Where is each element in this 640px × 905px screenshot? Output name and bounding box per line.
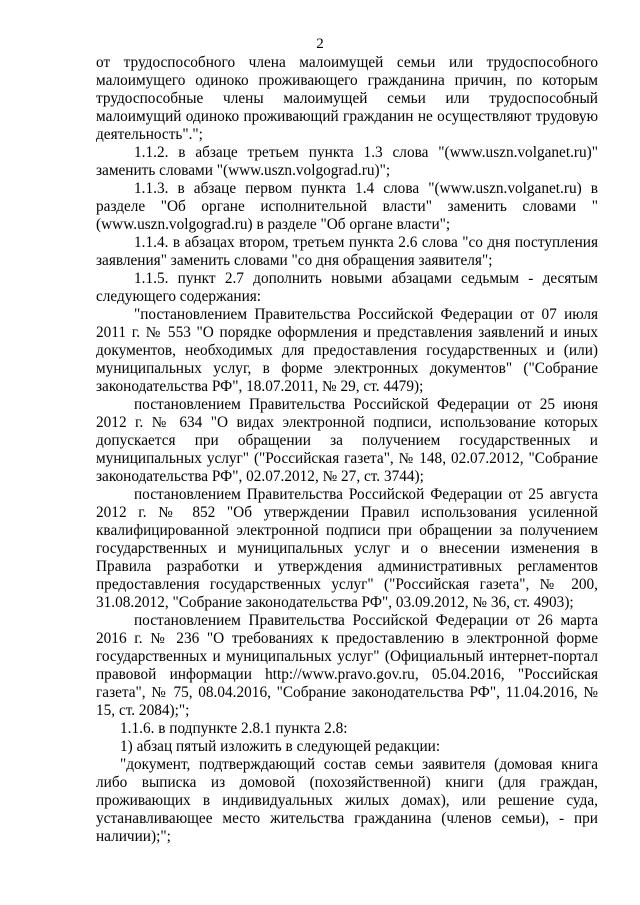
paragraph-decree-634: постановлением Правительства Российской Федерации от 25 июня 2012 г. № 634 "О видах электронной подписи, использование которых допускается при обращении за получением государственных и муниципальных услуг" ("Российская газета", № 148, 02.07.2012, "Собрание законодательства РФ", 02.07.2012, № 27, ст. 3744);	[96, 396, 598, 485]
paragraph-1-1-4: 1.1.4. в абзацах втором, третьем пункта 2.6 слова "со дня поступления заявления" заменить словами "со дня обращения заявителя";	[96, 234, 598, 269]
paragraph-1-1-5: 1.1.5. пункт 2.7 дополнить новыми абзацами седьмым - десятым следующего содержания:	[96, 270, 598, 305]
paragraph-quoted-document: "документ, подтверждающий состав семьи заявителя (домовая книга либо выписка из домовой (похозяйственной) книги (для граждан, проживающих в индивидуальных жилых домах), или решение суда, устанавливающее место жительства гражданина (членов семьи), - при наличии);";	[96, 756, 598, 845]
paragraph-1-1-2: 1.1.2. в абзаце третьем пункта 1.3 слова "(www.uszn.volganet.ru)" заменить словами "(www.uszn.volgograd.ru)";	[96, 144, 598, 179]
paragraph-decree-236: постановлением Правительства Российской Федерации от 26 марта 2016 г. № 236 "О требованиях к предоставлению в электронной форме государственных и муниципальных услуг" (Официальный интернет-портал правовой информации http://www.pravo.gov.ru, 05.04.2016, "Российская газета", № 75, 08.04.2016, "Собрание законодательства РФ", 11.04.2016, № 15, ст. 2084);";	[96, 612, 598, 719]
paragraph-item-1: 1) абзац пятый изложить в следующей редакции:	[120, 738, 441, 755]
paragraph-1-1-6: 1.1.6. в подпункте 2.8.1 пункта 2.8:	[120, 720, 348, 737]
document-body	[96, 54, 598, 846]
paragraph-decree-852: постановлением Правительства Российской Федерации от 25 августа 2012 г. № 852 "Об утверждении Правил использования усиленной квалифицированной электронной подписи при обращении за получением государственных и муниципальных услуг и о внесении изменения в Правила разработки и утверждения административных регламентов предоставления государственных услуг" ("Российская газета", № 200, 31.08.2012, "Собрание законодательства РФ", 03.09.2012, № 36, ст. 4903);	[96, 486, 598, 611]
paragraph-1-1-3: 1.1.3. в абзаце первом пункта 1.4 слова "(www.uszn.volganet.ru) в разделе "Об органе исполнительной власти" заменить словами "(www.uszn.volgograd.ru) в разделе "Об органе власти";	[96, 180, 598, 233]
paragraph-continuation: от трудоспособного члена малоимущей семьи или трудоспособного малоимущего одиноко проживающего гражданина причин, по которым трудоспособные члены малоимущей семьи или трудоспособный малоимущий одиноко проживающий гражданин не осуществляют трудовую деятельность".";	[96, 54, 598, 143]
page-number: 2	[316, 36, 324, 52]
paragraph-decree-553: "постановлением Правительства Российской Федерации от 07 июля 2011 г. № 553 "О порядке оформления и представления заявлений и иных документов, необходимых для предоставления государственных и (или) муниципальных услуг, в форме электронных документов" ("Собрание законодательства РФ", 18.07.2011, № 29, ст. 4479);	[96, 306, 598, 395]
